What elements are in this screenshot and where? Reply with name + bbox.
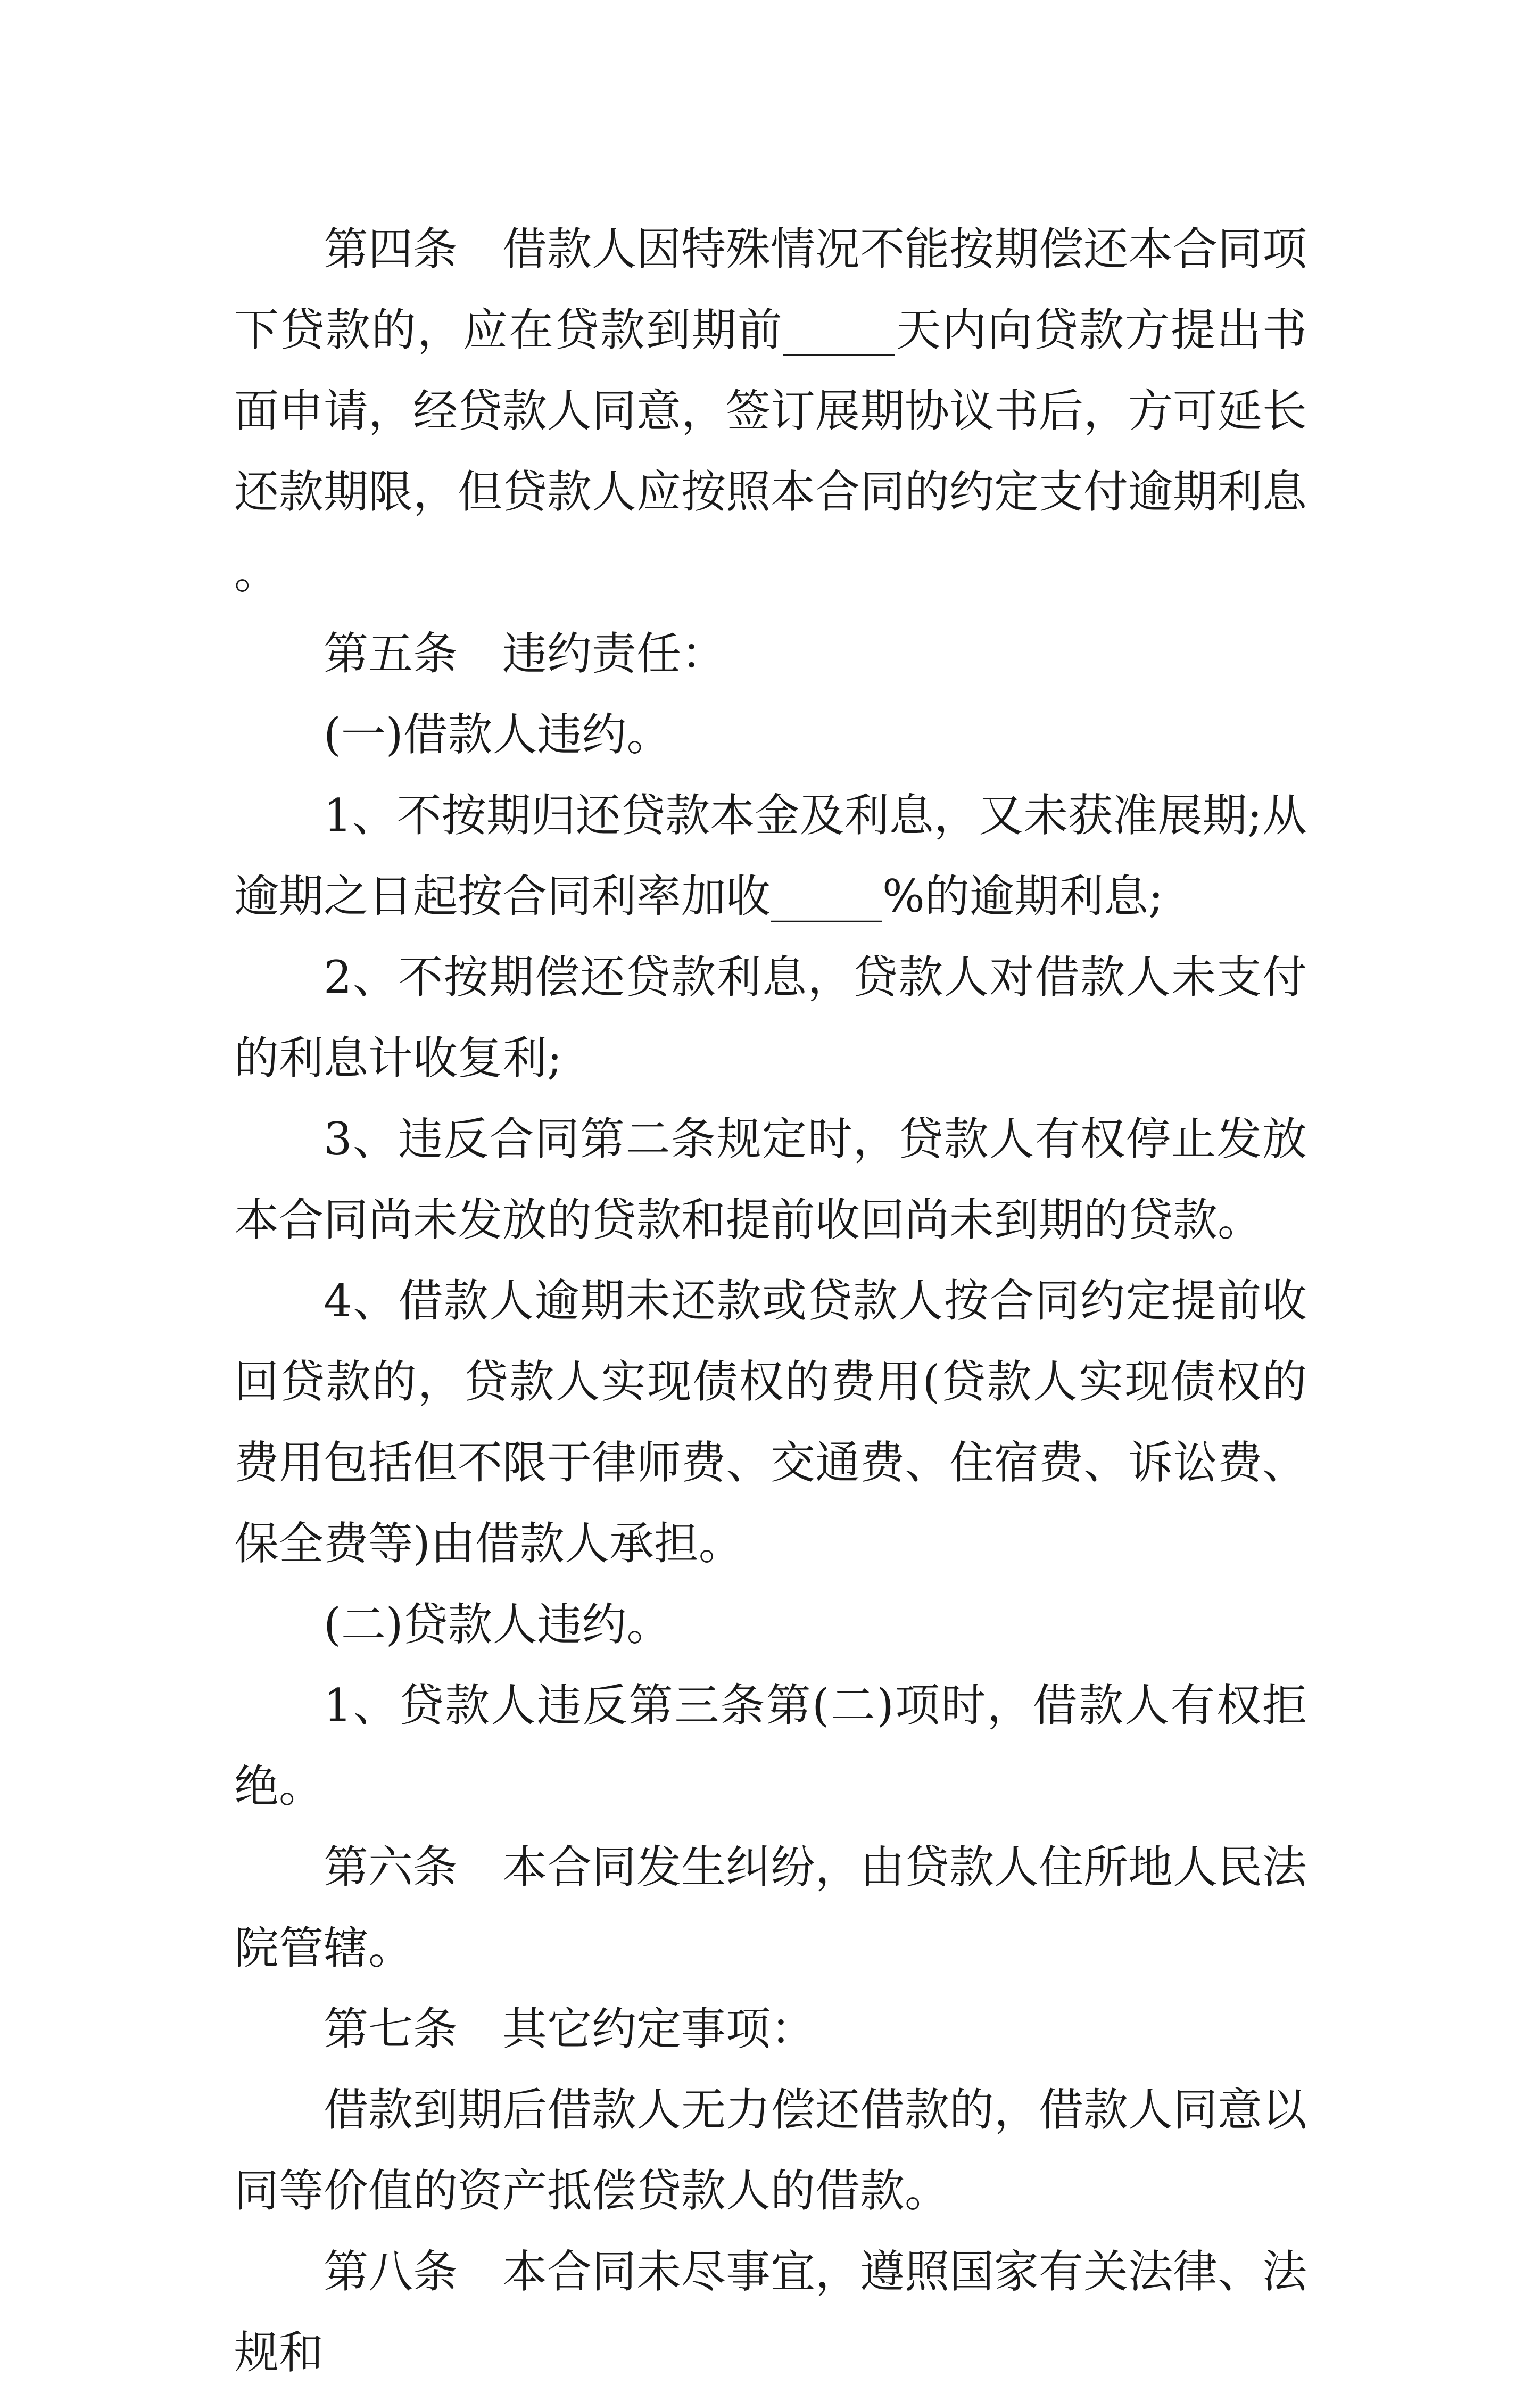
paragraph-article-4: 第四条 借款人因特殊情况不能按期偿还本合同项下贷款的，应在贷款到期前_____天内向贷款方提出书面申请，经贷款人同意，签订展期协议书后，方可延长还款期限，但贷款人应按照本合同的约定支付逾期利息。 [234, 223, 1307, 599]
paragraph-borrower-default-4: 4、借款人逾期未还款或贷款人按合同约定提前收回贷款的，贷款人实现债权的费用(贷款人实现债权的费用包括但不限于律师费、交通费、住宿费、诉讼费、保全费等)由借款人承担。 [234, 1275, 1307, 1570]
paragraph-article-8: 第八条 本合同未尽事宜，遵照国家有关法律、法规和 [234, 2246, 1307, 2379]
paragraph-borrower-default-1: 1、不按期归还贷款本金及利息，又未获准展期;从逾期之日起按合同利率加收_____%的逾期利息; [234, 789, 1307, 922]
paragraph-lender-default-1: 1、贷款人违反第三条第(二)项时，借款人有权拒绝。 [234, 1679, 1307, 1812]
document-body [234, 209, 1307, 2393]
paragraph-article-6: 第六条 本合同发生纠纷，由贷款人住所地人民法院管辖。 [234, 1841, 1307, 1974]
paragraph-article-5-heading: 第五条 违约责任： [324, 628, 726, 680]
paragraph-article-7-body: 借款到期后借款人无力偿还借款的，借款人同意以同等价值的资产抵偿贷款人的借款。 [234, 2084, 1307, 2217]
paragraph-borrower-default-3: 3、违反合同第二条规定时，贷款人有权停止发放本合同尚未发放的贷款和提前收回尚未到期的贷款。 [234, 1113, 1307, 1246]
paragraph-lender-default-heading: (二)贷款人违约。 [324, 1598, 672, 1651]
paragraph-article-7-heading: 第七条 其它约定事项： [324, 2003, 816, 2055]
paragraph-borrower-default-2: 2、不按期偿还贷款利息，贷款人对借款人未支付的利息计收复利; [234, 951, 1307, 1084]
paragraph-borrower-default-heading: (一)借款人违约。 [324, 708, 672, 761]
